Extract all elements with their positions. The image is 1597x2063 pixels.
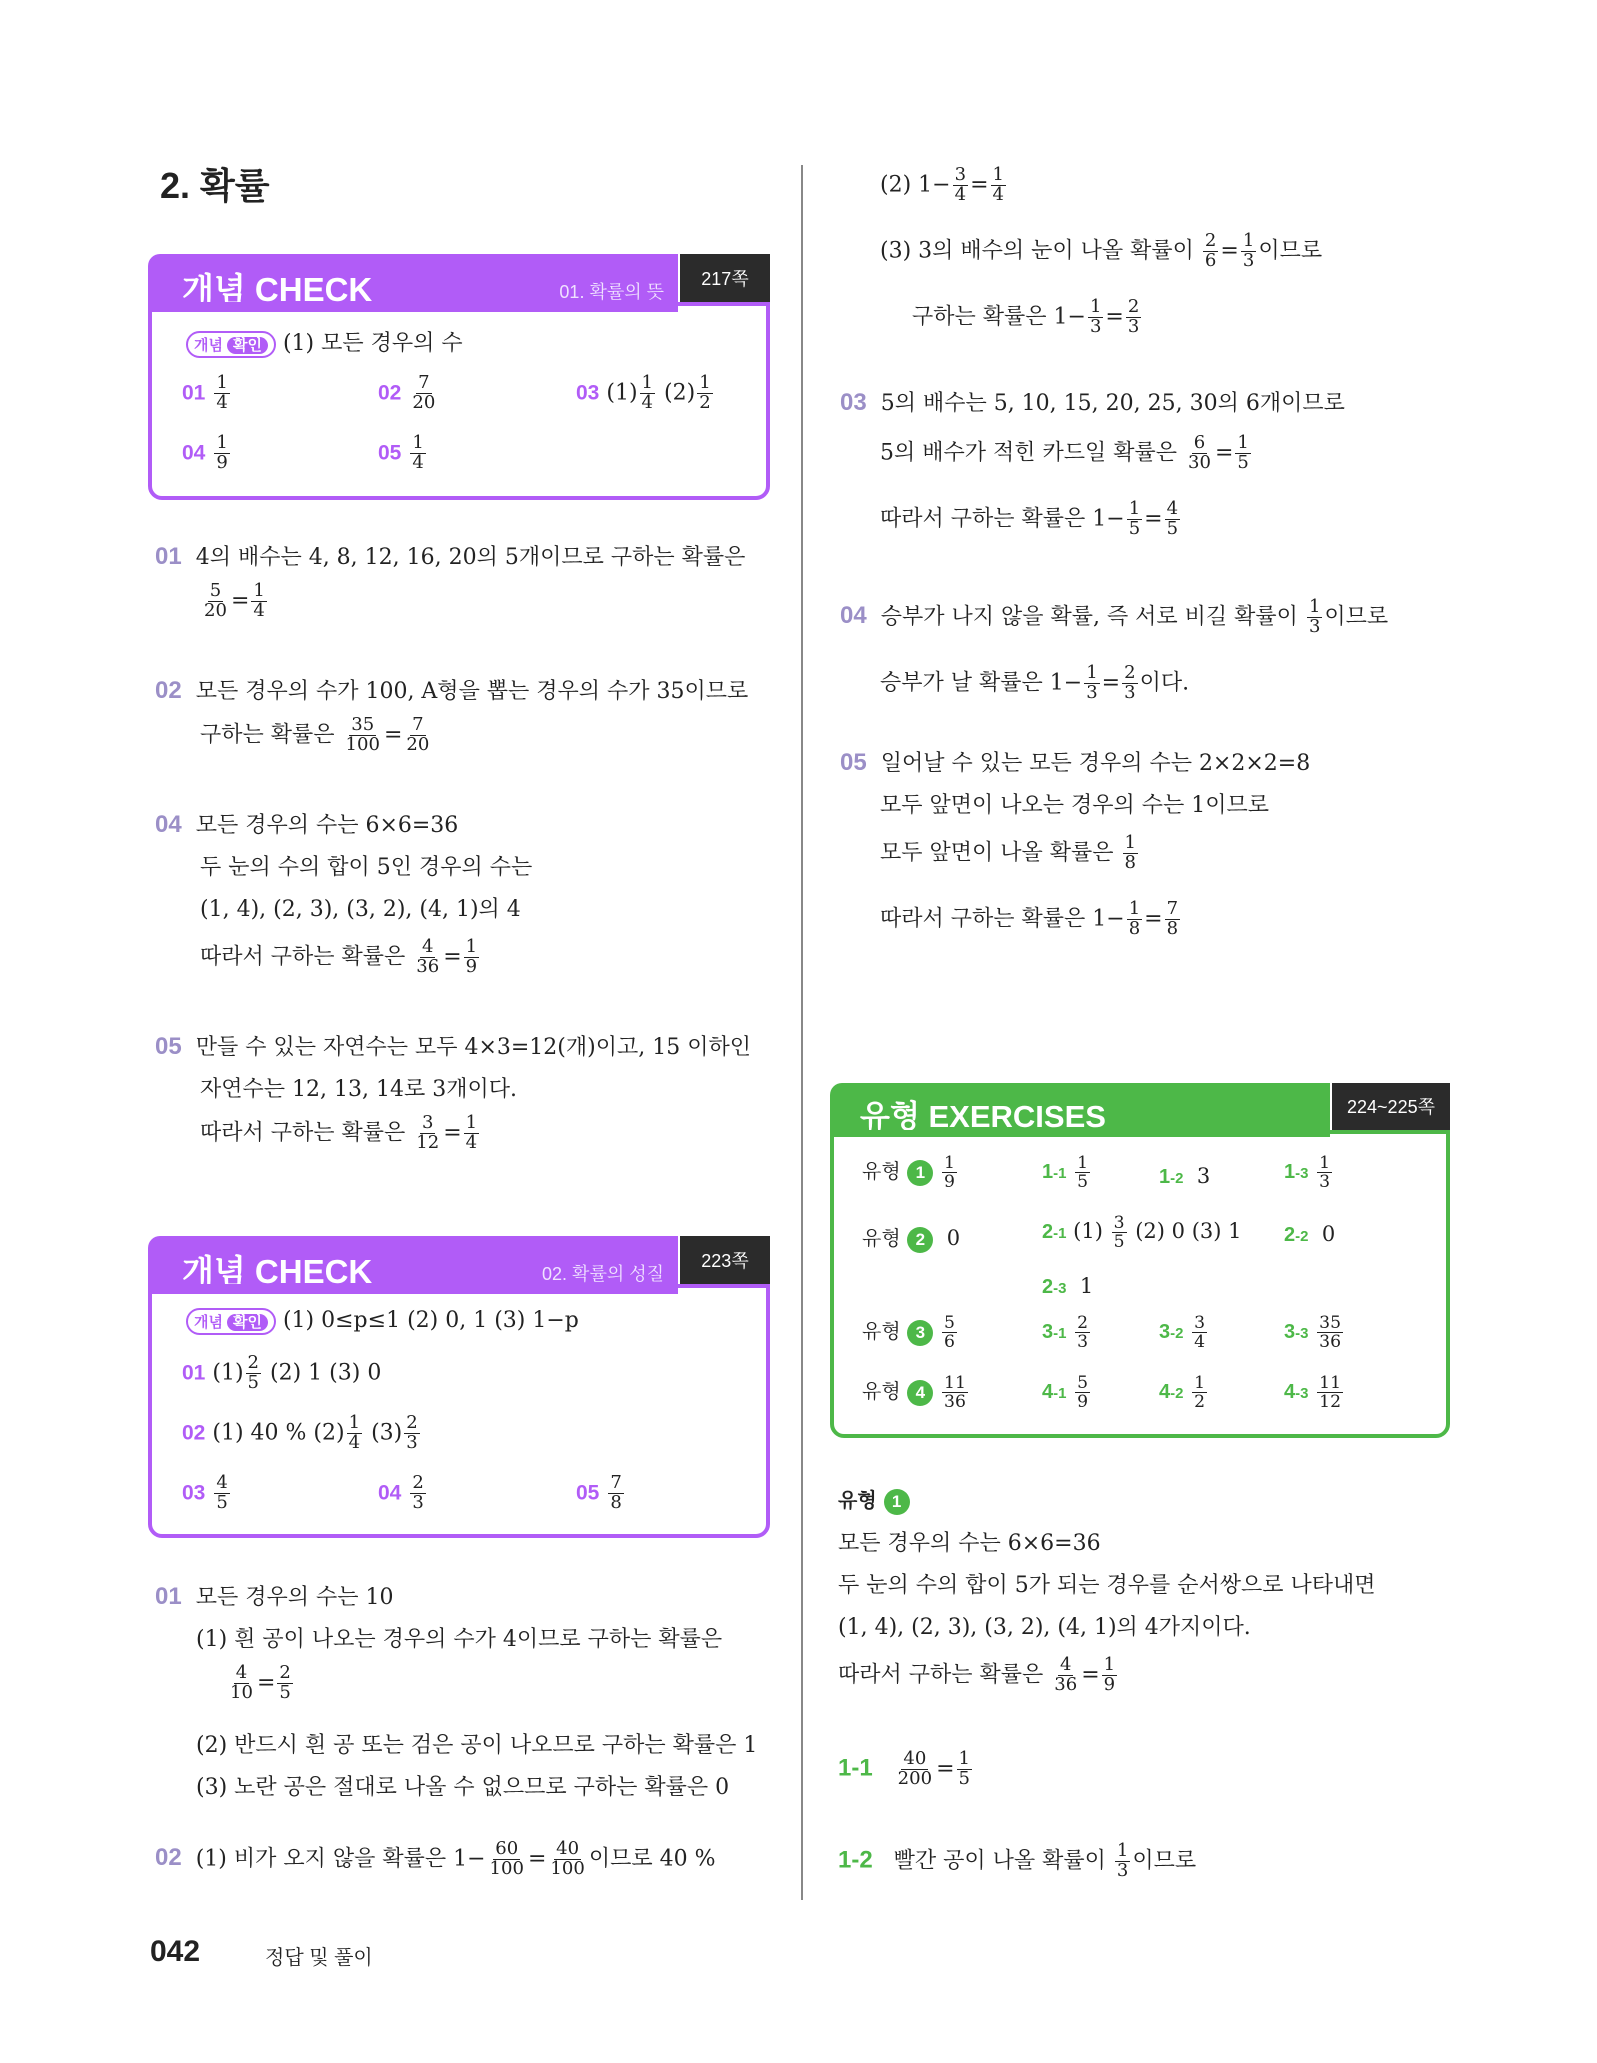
type1-heading: 유형 1 xyxy=(838,1484,910,1515)
type-2-answer: 유형 2 0 xyxy=(862,1222,960,1253)
concept-check-title: 개념 CHECK xyxy=(182,1253,373,1290)
right-r2: (2) 1− $\frac{3}{4}$ = $\frac{1}{4}$ xyxy=(880,164,1004,205)
right-solution-05: 05 일어날 수 있는 모든 경우의 수는 2×2×2=8 xyxy=(840,749,1311,776)
right-r3-line2: 구하는 확률은 1− $\frac{1}{3}$ = $\frac{2}{3}$ xyxy=(912,296,1140,337)
answer-03: 03 $\frac{4}{5}$ xyxy=(182,1472,228,1513)
solution-02-result: 구하는 확률은 $\frac{35}{100}$ = $\frac{7}{20}$ xyxy=(200,714,430,755)
solution2-01: 01 모든 경우의 수는 10 xyxy=(155,1583,394,1610)
type-1-answer: 유형 1 $\frac{1}{9}$ xyxy=(862,1153,955,1193)
ex-3-2: 3-2 $\frac{3}{4}$ xyxy=(1159,1313,1206,1353)
type1-line1: 모든 경우의 수는 6×6=36 xyxy=(838,1531,1101,1556)
section-title: 2. 확률 xyxy=(160,165,270,206)
ex-4-2: 4-2 $\frac{1}{2}$ xyxy=(1159,1373,1206,1413)
page-number: 042 xyxy=(150,1935,201,1968)
solution2-01-line4: (3) 노란 공은 절대로 나올 수 없으므로 구하는 확률은 0 xyxy=(196,1775,730,1800)
solution-04: 04 모든 경우의 수는 6×6=36 xyxy=(155,811,459,838)
concept-check-2 xyxy=(148,1236,770,1546)
solution-05-line2: 자연수는 12, 13, 14로 3개이다. xyxy=(200,1077,517,1102)
solution-04-line2: 두 눈의 수의 합이 5인 경우의 수는 xyxy=(200,855,533,880)
concept-check-subtitle: 02. 확률의 성질 xyxy=(542,1264,664,1284)
ex-4-3: 4-3 $\frac{11}{12}$ xyxy=(1284,1373,1342,1413)
answer-01: 01 (1) $\frac{2}{5}$ (2) 1 (3) 0 xyxy=(182,1352,382,1393)
page-reference: 223쪽 xyxy=(680,1236,770,1286)
answer-02: 02 $\frac{7}{20}$ xyxy=(378,372,436,413)
concept-check-title: 개념 CHECK xyxy=(182,271,373,308)
column-divider xyxy=(801,165,803,1900)
ex-2-3: 2-3 1 xyxy=(1042,1274,1094,1298)
exercises-body xyxy=(830,1130,1450,1438)
ex-1-1: 1-1 $\frac{1}{5}$ xyxy=(1042,1153,1089,1193)
right-solution-03-line2: 5의 배수가 적힌 카드일 확률은 $\frac{6}{30}$ = $\frac{1}{5}$ xyxy=(880,432,1249,473)
concept-check-subtitle: 01. 확률의 뜻 xyxy=(559,282,664,302)
solution2-01-line2: (1) 흰 공이 나오는 경우의 수가 4이므로 구하는 확률은 xyxy=(196,1627,723,1652)
right-solution-03: 03 5의 배수는 5, 10, 15, 20, 25, 30의 6개이므로 xyxy=(840,389,1345,416)
intro-line: 개념 확인 (1) 모든 경우의 수 xyxy=(186,326,463,358)
ex-2-2: 2-2 0 xyxy=(1284,1222,1336,1246)
solution2-01-result: $\frac{4}{10}$ = $\frac{2}{5}$ xyxy=(230,1662,291,1703)
solution-01-result: $\frac{5}{20}$ = $\frac{1}{4}$ xyxy=(204,580,265,621)
exercises-title: 유형 EXERCISES xyxy=(860,1099,1106,1134)
type1-1-2: 1-2 빨간 공이 나올 확률이 $\frac{1}{3}$ 이므로 xyxy=(838,1840,1197,1881)
answer-04: 04 $\frac{1}{9}$ xyxy=(182,432,228,473)
right-solution-05-line2: 모두 앞면이 나오는 경우의 수는 1이므로 xyxy=(880,793,1269,818)
solution2-01-line3: (2) 반드시 흰 공 또는 검은 공이 나오므로 구하는 확률은 1 xyxy=(196,1733,758,1758)
concept-check-body xyxy=(148,1284,770,1538)
intro-line: 개념 확인 (1) 0≤p≤1 (2) 0, 1 (3) 1−p xyxy=(186,1308,579,1335)
answer-02: 02 (1) 40 % (2) $\frac{1}{4}$ (3) $\frac{2}{3}$ xyxy=(182,1412,418,1453)
right-solution-05-line3: 모두 앞면이 나올 확률은 $\frac{1}{8}$ xyxy=(880,832,1136,873)
type1-line3: (1, 4), (2, 3), (3, 2), (4, 1)의 4가지이다. xyxy=(838,1615,1251,1640)
concept-tag: 개념 확인 xyxy=(186,331,276,358)
solution-05: 05 만들 수 있는 자연수는 모두 4×3=12(개)이고, 15 이하인 xyxy=(155,1033,751,1060)
ex-3-3: 3-3 $\frac{35}{36}$ xyxy=(1284,1313,1342,1353)
answer-04: 04 $\frac{2}{3}$ xyxy=(378,1472,424,1513)
answer-03: 03 (1) $\frac{1}{4}$ (2) $\frac{1}{2}$ xyxy=(576,372,711,413)
concept-check-body xyxy=(148,302,770,500)
concept-check-1 xyxy=(148,254,770,500)
ex-1-3: 1-3 $\frac{1}{3}$ xyxy=(1284,1153,1331,1193)
ex-1-2: 1-2 3 xyxy=(1159,1164,1211,1188)
type-4-answer: 유형 4 $\frac{11}{36}$ xyxy=(862,1373,966,1413)
ex-3-1: 3-1 $\frac{2}{3}$ xyxy=(1042,1313,1089,1353)
right-solution-03-line3: 따라서 구하는 확률은 1− $\frac{1}{5}$ = $\frac{4}{5}$ xyxy=(880,498,1179,539)
right-solution-05-line4: 따라서 구하는 확률은 1− $\frac{1}{8}$ = $\frac{7}{8}$ xyxy=(880,898,1179,939)
solution-01: 01 4의 배수는 4, 8, 12, 16, 20의 5개이므로 구하는 확률은 xyxy=(155,543,746,570)
solution-05-result: 따라서 구하는 확률은 $\frac{3}{12}$ = $\frac{1}{4}$ xyxy=(200,1112,478,1153)
answer-05: 05 $\frac{7}{8}$ xyxy=(576,1472,622,1513)
solution-04-result: 따라서 구하는 확률은 $\frac{4}{36}$ = $\frac{1}{9}$ xyxy=(200,936,478,977)
type1-line2: 두 눈의 수의 합이 5가 되는 경우를 순서쌍으로 나타내면 xyxy=(838,1573,1376,1598)
ex-2-1: 2-1 (1) $\frac{3}{5}$ (2) 0 (3) 1 xyxy=(1042,1213,1242,1253)
solution2-02: 02 (1) 비가 오지 않을 확률은 1− $\frac{60}{100}$ = $\frac{40}{100}$ 이므로 40 % xyxy=(155,1838,716,1879)
footer-text: 정답 및 풀이 xyxy=(265,1947,373,1969)
type1-1-1: 1-1 $\frac{40}{200}$ = $\frac{1}{5}$ xyxy=(838,1748,971,1789)
solution-04-line3: (1, 4), (2, 3), (3, 2), (4, 1)의 4 xyxy=(200,897,521,922)
answer-05: 05 $\frac{1}{4}$ xyxy=(378,432,424,473)
ex-4-1: 4-1 $\frac{5}{9}$ xyxy=(1042,1373,1089,1413)
page-reference: 217쪽 xyxy=(680,254,770,304)
type-3-answer: 유형 3 $\frac{5}{6}$ xyxy=(862,1313,955,1353)
right-solution-04-line2: 승부가 날 확률은 1− $\frac{1}{3}$ = $\frac{2}{3}$ 이다. xyxy=(880,662,1190,703)
concept-tag: 개념 확인 xyxy=(186,1308,276,1335)
right-r3: (3) 3의 배수의 눈이 나올 확률이 $\frac{2}{6}$ = $\frac{1}{3}$ 이므로 xyxy=(880,230,1323,271)
exercises-page-reference: 224~225쪽 xyxy=(1332,1083,1450,1131)
right-solution-04: 04 승부가 나지 않을 확률, 즉 서로 비길 확률이 $\frac{1}{3}$ 이므로 xyxy=(840,596,1389,637)
answer-01: 01 $\frac{1}{4}$ xyxy=(182,372,228,413)
exercises-header xyxy=(830,1083,1330,1137)
solution-02: 02 모든 경우의 수가 100, A형을 뽑는 경우의 수가 35이므로 xyxy=(155,677,749,704)
type1-line4: 따라서 구하는 확률은 $\frac{4}{36}$ = $\frac{1}{9}$ xyxy=(838,1654,1116,1695)
